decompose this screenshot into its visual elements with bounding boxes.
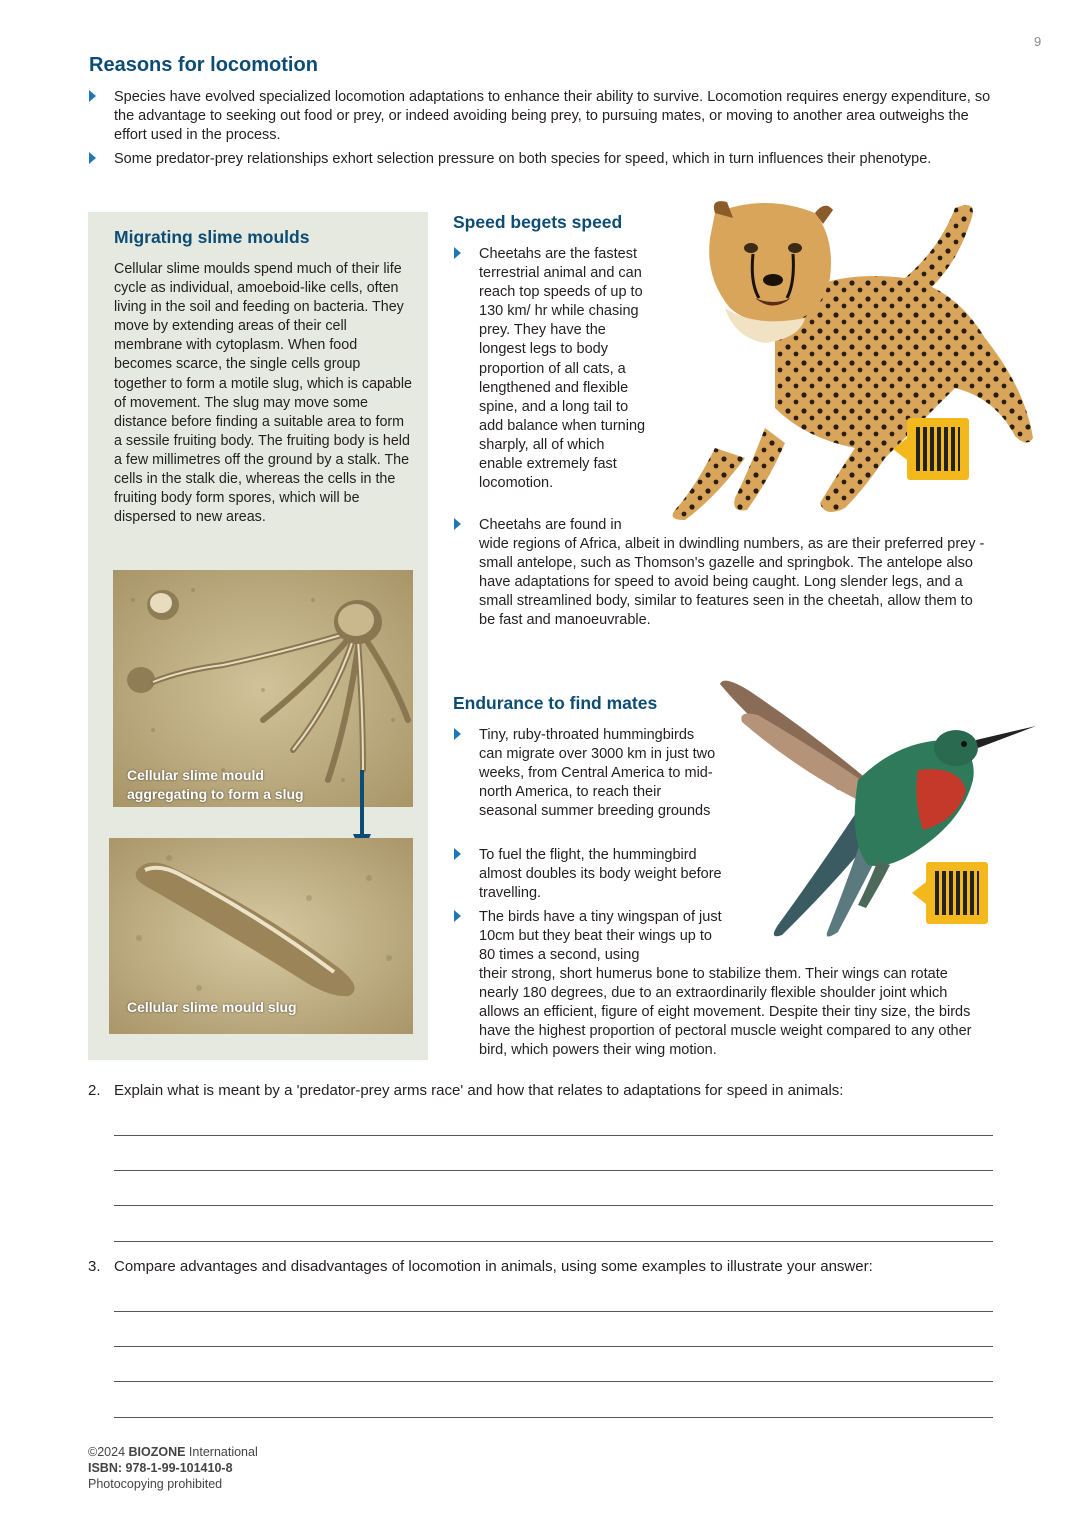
- endurance-bullet-3-rest: their strong, short humerus bone to stabilize them. Their wings can rotate nearly 180 degrees, due to an extraordinarily flexible shoulder joint which allows an efficient, figure of eight movement. Despite their tiny size, the birds have the highest proportion of pectoral muscle weight compared to any other bird, which powers their wing motion.: [479, 966, 972, 1059]
- speed-bullet-2-start: Cheetahs are found in: [479, 516, 622, 535]
- answer-line[interactable]: [114, 1135, 993, 1136]
- bullet-arrow-icon: [89, 152, 96, 164]
- page-number: 9: [1034, 34, 1042, 49]
- endurance-bullet: To fuel the flight, the hummingbird almost doubles its body weight before travelling.: [479, 846, 729, 903]
- slime-mould-text: Cellular slime moulds spend much of their life cycle as individual, amoeboid-like cells, often living in the soil and feeding on bacteria. They move by extending areas of their cell membrane with cytoplasm. When food becomes scarce, the single cells group together to form a motile slug, which is capable of movement. The slug may move some distance before finding a suitable area to form a sessile fruiting body. The fruiting body is held a few millimetres off the ground by a stalk. The cells in the stalk die, whereas the cells in the fruiting body form spores, which will be dispersed to new areas.: [114, 261, 413, 526]
- question-number: 3.: [88, 1258, 101, 1275]
- answer-line[interactable]: [114, 1170, 993, 1171]
- endurance-bullet-3-start: The birds have a tiny wingspan of just 10cm but they beat their wings up to 80 times a second, using: [479, 908, 727, 965]
- cheetah-illustration: [655, 198, 1037, 520]
- qr-code-icon[interactable]: [926, 862, 988, 924]
- speed-title: Speed begets speed: [453, 212, 623, 232]
- speed-bullet-2-rest: wide regions of Africa, albeit in dwindling numbers, as are their preferred prey - small antelope, such as Thomson's gazelle and springbok. The antelope also have adaptations for speed to avoid being caught. Long slender legs, and a small streamlined body, similar to features seen in the cheetah, allow them to be fast and manoeuvrable.: [479, 536, 985, 629]
- bullet-arrow-icon: [454, 910, 461, 922]
- intro-bullet: Species have evolved specialized locomotion adaptations to enhance their ability to survive. Locomotion requires energy expenditure, so the advantage to seeking out food or prey, or indeed avoiding being prey, to pursuing mates, or moving to another area outweighs the effort used in the process.: [114, 88, 994, 145]
- hummingbird-illustration: [718, 670, 1038, 945]
- copyright: ©2024 BIOZONE International: [88, 1445, 258, 1459]
- isbn: ISBN: 978-1-99-101410-8: [88, 1461, 233, 1475]
- slime-caption-2: Cellular slime mould slug: [127, 999, 297, 1015]
- bullet-arrow-icon: [454, 247, 461, 259]
- bullet-arrow-icon: [89, 90, 96, 102]
- section-heading: Reasons for locomotion: [89, 54, 318, 76]
- answer-line[interactable]: [114, 1311, 993, 1312]
- slime-caption-1: Cellular slime mould aggregating to form a slug: [127, 767, 304, 802]
- answer-line[interactable]: [114, 1205, 993, 1206]
- photocopy-notice: Photocopying prohibited: [88, 1477, 223, 1491]
- slime-slug-photo: [109, 838, 413, 1034]
- bullet-arrow-icon: [454, 728, 461, 740]
- bullet-arrow-icon: [454, 518, 461, 530]
- bullet-arrow-icon: [454, 848, 461, 860]
- footer: [88, 1444, 258, 1492]
- question-text: Compare advantages and disadvantages of locomotion in animals, using some examples to illustrate your answer:: [114, 1258, 873, 1275]
- question-number: 2.: [88, 1082, 101, 1099]
- question-text: Explain what is meant by a 'predator-prey arms race' and how that relates to adaptations for speed in animals:: [114, 1082, 844, 1099]
- answer-line[interactable]: [114, 1417, 993, 1418]
- speed-bullet: Cheetahs are the fastest terrestrial animal and can reach top speeds of up to 130 km/ hr while chasing prey. They have the longest legs to body proportion of all cats, a lengthened and flexible spine, and a long tail to add balance when turning sharply, all of which enable extremely fast locomotion.: [479, 245, 651, 493]
- intro-bullet: Some predator-prey relationships exhort selection pressure on both species for speed, which in turn influences their phenotype.: [114, 150, 1014, 169]
- slime-mould-title: Migrating slime moulds: [114, 227, 310, 247]
- answer-line[interactable]: [114, 1241, 993, 1242]
- answer-line[interactable]: [114, 1381, 993, 1382]
- qr-code-icon[interactable]: [907, 418, 969, 480]
- endurance-title: Endurance to find mates: [453, 693, 658, 713]
- endurance-bullet: Tiny, ruby-throated hummingbirds can migrate over 3000 km in just two weeks, from Central America to mid-north America, to reach their seasonal summer breeding grounds: [479, 726, 719, 821]
- answer-line[interactable]: [114, 1346, 993, 1347]
